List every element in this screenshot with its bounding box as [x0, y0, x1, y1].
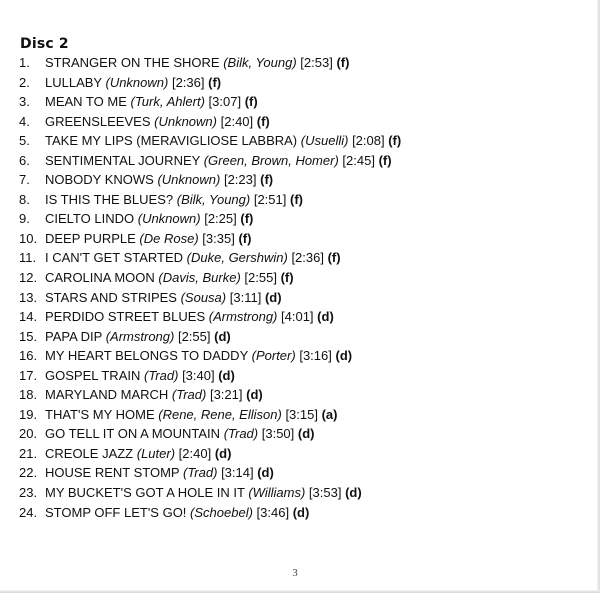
track-row	[19, 151, 589, 171]
track-recording-code: (f)	[260, 172, 274, 188]
track-duration: [2:08]	[352, 133, 385, 149]
track-row	[19, 483, 589, 503]
track-title: GOSPEL TRAIN	[45, 367, 141, 383]
track-title: TAKE MY LIPS (MERAVIGLIOSE LABBRA)	[45, 133, 298, 149]
track-composer: (Luter)	[136, 445, 176, 461]
track-title: HOUSE RENT STOMP	[45, 465, 180, 481]
track-recording-code: (f)	[378, 152, 392, 168]
track-number: 14.	[19, 309, 38, 325]
page-number: 3	[292, 567, 298, 579]
track-number: 12.	[19, 270, 38, 286]
track-title: SENTIMENTAL JOURNEY	[45, 152, 201, 168]
track-number: 17.	[19, 367, 38, 383]
track-number: 20.	[19, 426, 38, 442]
track-number: 7.	[19, 172, 30, 188]
track-duration: [3:40]	[182, 367, 215, 383]
track-number: 11.	[19, 250, 37, 266]
track-row	[19, 385, 589, 405]
track-recording-code: (d)	[218, 367, 235, 383]
track-recording-code: (f)	[327, 250, 341, 266]
track-number: 6.	[19, 152, 30, 168]
track-number: 23.	[19, 485, 38, 501]
track-row	[19, 92, 589, 112]
track-composer: (Unknown)	[154, 113, 217, 129]
track-number: 2.	[19, 74, 30, 90]
track-composer: (Duke, Gershwin)	[186, 250, 288, 266]
track-recording-code: (f)	[256, 113, 270, 129]
track-duration: [2:45]	[342, 152, 375, 168]
track-title: CREOLE JAZZ	[45, 445, 134, 461]
track-composer: (Turk, Ahlert)	[130, 94, 205, 110]
track-recording-code: (d)	[297, 426, 315, 442]
track-recording-code: (f)	[388, 133, 402, 149]
track-composer: (Trad)	[144, 367, 179, 383]
track-recording-code: (d)	[214, 445, 232, 461]
track-duration: [2:55]	[244, 270, 277, 286]
track-row	[19, 170, 589, 190]
track-duration: [2:36]	[171, 74, 205, 90]
track-composer: (Sousa)	[180, 289, 227, 305]
track-duration: [2:55]	[177, 328, 211, 344]
track-recording-code: (f)	[336, 55, 350, 70]
track-number: 15.	[19, 328, 38, 344]
track-composer: (Rene, Rene, Ellison)	[158, 406, 282, 422]
track-composer: (Williams)	[248, 485, 306, 501]
track-number: 4.	[19, 113, 30, 129]
track-recording-code: (f)	[244, 94, 258, 110]
track-composer: (Armstrong)	[208, 309, 278, 325]
track-composer: (Bilk, Young)	[223, 55, 297, 70]
track-title: PERDIDO STREET BLUES	[45, 309, 206, 325]
track-composer: (Unknown)	[137, 211, 201, 227]
track-row	[19, 190, 589, 210]
track-composer: (Trad)	[171, 387, 207, 403]
track-recording-code: (d)	[345, 485, 362, 501]
track-title: THAT'S MY HOME	[45, 406, 155, 422]
track-row	[19, 444, 589, 464]
track-duration: [3:46]	[256, 504, 290, 520]
track-composer: (Trad)	[183, 465, 218, 481]
track-recording-code: (d)	[317, 309, 334, 325]
track-composer: (Armstrong)	[105, 328, 175, 344]
track-recording-code: (f)	[280, 270, 294, 286]
track-title: LULLABY	[45, 74, 102, 90]
track-row	[19, 229, 589, 249]
track-duration: [3:14]	[221, 465, 254, 481]
track-number: 9.	[19, 211, 30, 227]
track-duration: [3:07]	[208, 94, 242, 110]
track-composer: (Trad)	[223, 426, 259, 442]
track-title: IS THIS THE BLUES?	[45, 191, 174, 207]
track-title: GO TELL IT ON A MOUNTAIN	[45, 426, 221, 442]
track-recording-code: (d)	[246, 387, 263, 403]
track-duration: [2:40]	[220, 113, 254, 129]
track-row	[19, 424, 589, 444]
track-row	[19, 288, 589, 308]
track-composer: (Schoebel)	[190, 504, 253, 520]
track-row	[19, 131, 589, 151]
track-duration: [4:01]	[281, 309, 314, 325]
track-duration: [2:51]	[253, 191, 287, 207]
track-title: DEEP PURPLE	[45, 230, 136, 246]
track-duration: [3:16]	[299, 348, 332, 364]
track-composer: (Usuelli)	[300, 133, 349, 149]
track-title: STARS AND STRIPES	[45, 289, 177, 305]
track-duration: [3:53]	[308, 485, 342, 501]
track-row	[19, 73, 589, 93]
track-title: NOBODY KNOWS	[45, 172, 154, 188]
track-composer: (De Rose)	[139, 230, 199, 246]
track-row	[19, 366, 589, 386]
track-row	[19, 112, 589, 132]
track-recording-code: (f)	[238, 230, 252, 246]
track-title: MY BUCKET'S GOT A HOLE IN IT	[45, 485, 245, 501]
track-duration: [2:53]	[300, 55, 333, 70]
track-row	[19, 405, 589, 425]
track-duration: [3:50]	[261, 426, 295, 442]
track-number: 1.	[19, 55, 30, 70]
track-row	[19, 346, 589, 366]
track-number: 19.	[19, 406, 38, 422]
track-composer: (Unknown)	[157, 172, 221, 188]
track-title: CIELTO LINDO	[45, 211, 135, 227]
track-row	[19, 503, 589, 523]
track-recording-code: (f)	[290, 191, 303, 207]
track-number: 18.	[19, 387, 38, 403]
track-row	[19, 248, 589, 268]
track-composer: (Porter)	[251, 348, 296, 364]
track-recording-code: (a)	[321, 406, 338, 422]
track-number: 8.	[19, 191, 30, 207]
disc-title: Disc 2	[20, 36, 69, 52]
track-recording-code: (d)	[335, 348, 353, 364]
track-row	[19, 53, 589, 73]
track-composer: (Bilk, Young)	[176, 191, 251, 207]
track-recording-code: (d)	[214, 328, 231, 344]
track-number: 10.	[19, 230, 38, 246]
track-row	[19, 209, 589, 229]
track-duration: [2:25]	[204, 211, 237, 227]
track-title: GREENSLEEVES	[45, 113, 151, 129]
track-composer: (Unknown)	[105, 74, 169, 90]
track-composer: (Davis, Burke)	[158, 270, 241, 286]
track-list	[19, 53, 589, 522]
track-title: MARYLAND MARCH	[45, 387, 169, 403]
track-number: 5.	[19, 133, 30, 149]
track-row	[19, 463, 589, 483]
track-composer: (Green, Brown, Homer)	[203, 152, 339, 168]
track-row	[19, 327, 589, 347]
track-recording-code: (d)	[257, 465, 274, 481]
track-recording-code: (f)	[240, 211, 254, 227]
track-duration: [3:15]	[285, 406, 318, 422]
track-duration: [2:40]	[178, 445, 212, 461]
track-title: I CAN'T GET STARTED	[45, 250, 184, 266]
track-number: 3.	[19, 94, 30, 110]
track-number: 24.	[19, 504, 38, 520]
track-title: STOMP OFF LET'S GO!	[45, 504, 187, 520]
track-title: CAROLINA MOON	[45, 270, 155, 286]
track-recording-code: (d)	[292, 504, 310, 520]
track-duration: [3:11]	[229, 289, 262, 305]
track-title: MY HEART BELONGS TO DADDY	[45, 348, 249, 364]
track-duration: [3:21]	[209, 387, 243, 403]
track-recording-code: (d)	[264, 289, 282, 305]
track-duration: [2:23]	[223, 172, 257, 188]
track-title: PAPA DIP	[45, 328, 103, 344]
track-row	[19, 307, 589, 327]
track-number: 13.	[19, 289, 38, 305]
track-number: 21.	[19, 445, 38, 461]
track-number: 22.	[19, 465, 38, 481]
track-row	[19, 268, 589, 288]
track-number: 16.	[19, 348, 38, 364]
track-title: MEAN TO ME	[45, 94, 127, 110]
track-title: STRANGER ON THE SHORE	[45, 55, 220, 70]
track-duration: [2:36]	[291, 250, 324, 266]
track-duration: [3:35]	[202, 230, 235, 246]
track-recording-code: (f)	[208, 74, 222, 90]
